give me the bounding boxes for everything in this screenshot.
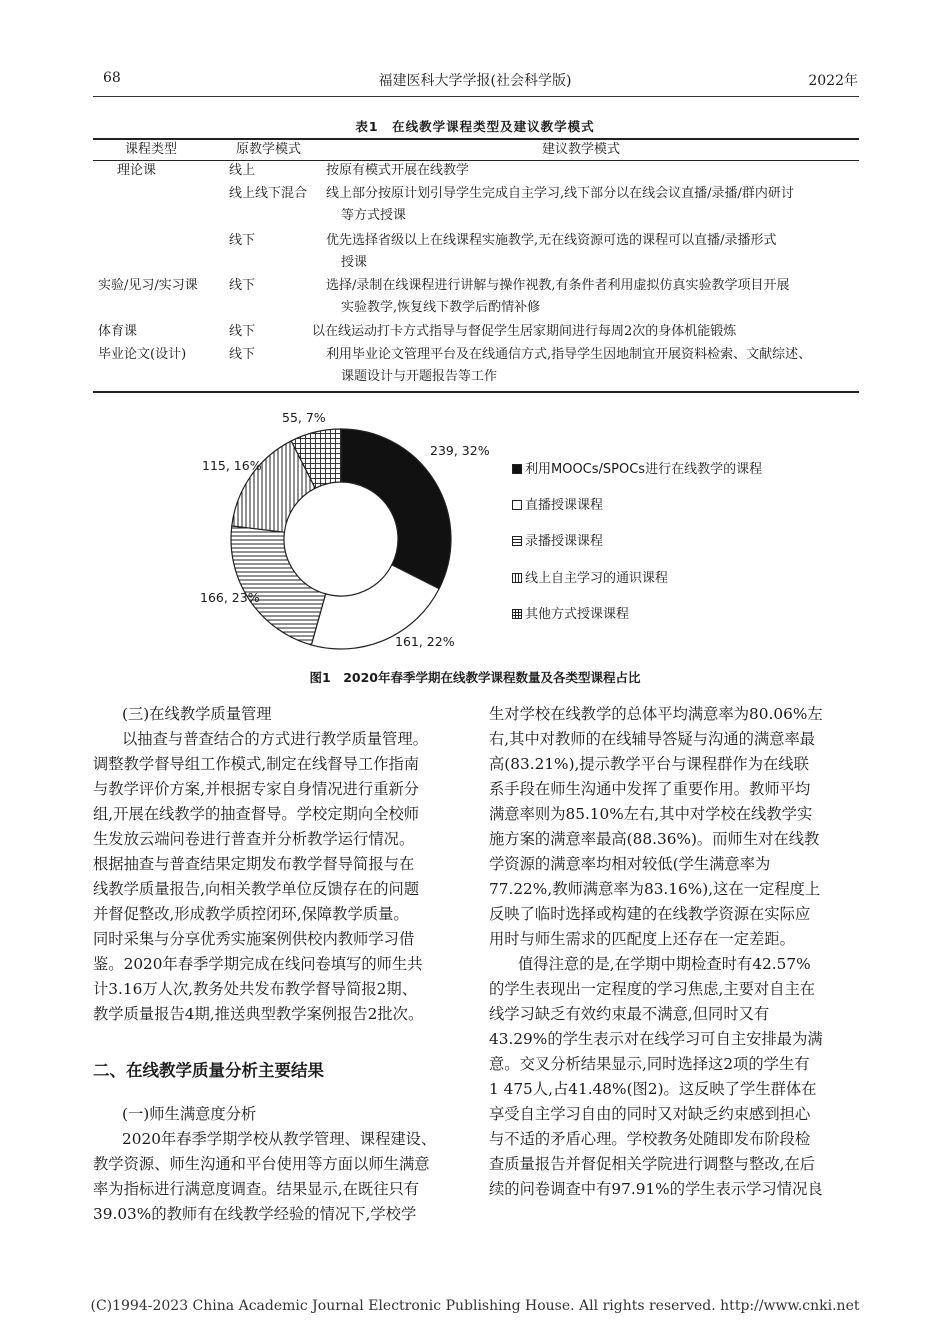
suggested-mode-line: 授课 — [341, 255, 368, 270]
section-heading: (三)在线教学质量管理 — [122, 705, 272, 723]
body-line: 线教学质量报告,向相关教学单位反馈存在的问题 — [93, 880, 420, 898]
legend-swatch-blank — [512, 500, 522, 510]
chapter-heading: 二、在线教学质量分析主要结果 — [93, 1061, 324, 1080]
suggested-mode-line: 优先选择省级以上在线课程实施教学,无在线资源可选的课程可以直播/录播形式 — [326, 233, 777, 248]
figure-caption: 图1 2020年春季学期在线教学课程数量及各类型课程占比 — [309, 670, 641, 685]
slice-label-live: 161, 22% — [395, 634, 455, 649]
body-line: 满意率则为85.10%左右,其中对学校在线教学实 — [489, 805, 813, 823]
legend-item — [512, 458, 762, 477]
original-mode-cell: 线下 — [229, 324, 256, 339]
original-mode-cell: 线下 — [229, 347, 256, 362]
slice-label-mooc: 239, 32% — [430, 443, 490, 458]
course-type-cell: 毕业论文(设计) — [98, 347, 187, 362]
body-line: 与教学评价方案,并根据专家自身情况进行重新分 — [93, 780, 420, 798]
slice-label-recorded: 166, 23% — [200, 590, 260, 605]
body-line: 线学习缺乏有效约束最不满意,但同时又有 — [489, 1005, 770, 1023]
table-top-rule — [93, 138, 859, 140]
legend-label: 线上自主学习的通识课程 — [525, 571, 669, 586]
body-line: 鉴。2020年春季学期完成在线问卷填写的师生共 — [93, 955, 423, 973]
body-line: 组,开展在线教学的抽查督导。学校定期向全校师 — [93, 805, 420, 823]
journal-title: 福建医科大学学报(社会科学版) — [378, 73, 572, 89]
suggested-mode-line: 实验教学,恢复线下教学后酌情补修 — [341, 300, 541, 315]
body-line: 享受自主学习自由的同时又对缺乏约束感到担心 — [489, 1105, 811, 1123]
body-line: 与不适的矛盾心理。学校教务处随即发布阶段检 — [489, 1130, 811, 1148]
body-line: 生发放云端问卷进行普查并分析教学运行情况。 — [93, 830, 415, 848]
slice-label-general-education: 115, 16% — [202, 458, 262, 473]
body-line: 的学生表现出一定程度的学习焦虑,主要对自主在 — [489, 980, 816, 998]
body-line: 根据抽查与普查结果定期发布教学督导简报与在 — [93, 855, 415, 873]
body-line: 43.29%的学生表示对在线学习可自主安排最为满 — [489, 1030, 823, 1048]
body-line: 调整教学督导组工作模式,制定在线督导工作指南 — [93, 755, 420, 773]
body-line: 教学资源、师生沟通和平台使用等方面以师生满意 — [93, 1155, 430, 1173]
legend-item — [512, 530, 603, 549]
course-type-cell: 体育课 — [98, 324, 138, 339]
original-mode-cell: 线下 — [229, 233, 256, 248]
body-line: 生对学校在线教学的总体平均满意率为80.06%左 — [489, 705, 823, 723]
legend-swatch-vertical — [512, 573, 522, 583]
suggested-mode-line: 课题设计与开题报告等工作 — [341, 369, 498, 384]
body-line: 查质量报告并督促相关学院进行调整与整改,在后 — [489, 1155, 816, 1173]
body-line: 值得注意的是,在学期中期检查时有42.57% — [518, 955, 811, 973]
body-line: 2020年春季学期学校从教学管理、课程建设、 — [122, 1130, 437, 1148]
table-header-type: 课程类型 — [125, 142, 178, 157]
legend-swatch-grid — [512, 609, 522, 619]
slice-label-other: 55, 7% — [282, 410, 326, 425]
suggested-mode-line: 利用毕业论文管理平台及在线通信方式,指导学生因地制宜开展资料检索、文献综述、 — [326, 347, 812, 362]
body-line: 1 475人,占41.48%(图2)。这反映了学生群体在 — [489, 1080, 817, 1098]
section-heading: (一)师生满意度分析 — [122, 1105, 257, 1123]
body-line: 计3.16万人次,教务处共发布教学督导简报2期、 — [93, 980, 417, 998]
header-rule — [93, 96, 859, 97]
legend-label: 利用MOOCs/SPOCs进行在线教学的课程 — [525, 462, 763, 477]
copyright-footer: (C)1994-2023 China Academic Journal Electronic Publishing House. All rights reserved. http://www.cnki.net — [90, 1298, 860, 1314]
suggested-mode-line: 等方式授课 — [341, 208, 407, 223]
legend-item — [512, 494, 603, 513]
legend-item — [512, 603, 629, 622]
legend-label: 录播授课课程 — [525, 534, 604, 549]
legend-item — [512, 567, 668, 586]
body-line: 以抽查与普查结合的方式进行教学质量管理。 — [122, 730, 428, 748]
table-header-original-mode: 原教学模式 — [236, 142, 302, 157]
suggested-mode-line: 按原有模式开展在线教学 — [326, 163, 470, 178]
body-line: 系手段在师生沟通中发挥了重要作用。教师平均 — [489, 780, 811, 798]
original-mode-cell: 线上线下混合 — [229, 186, 308, 201]
body-line: 用时与师生需求的匹配度上还存在一定差距。 — [489, 930, 795, 948]
body-line: 反映了临时选择或构建的在线教学资源在实际应 — [489, 905, 811, 923]
table-header-rule — [93, 160, 859, 161]
legend-swatch-solid — [512, 464, 522, 474]
legend-label: 直播授课课程 — [525, 498, 604, 513]
body-line: 右,其中对教师的在线辅导答疑与沟通的满意率最 — [489, 730, 816, 748]
page-number: 68 — [103, 70, 121, 86]
body-line: 高(83.21%),提示教学平台与课程群作为在线联 — [489, 755, 809, 773]
body-line: 学资源的满意率均相对较低(学生满意率为 — [489, 855, 771, 873]
legend-label: 其他方式授课课程 — [525, 607, 630, 622]
table-header-suggested-mode: 建议教学模式 — [542, 142, 621, 157]
table-caption: 表1 在线教学课程类型及建议教学模式 — [355, 119, 595, 134]
original-mode-cell: 线下 — [229, 278, 256, 293]
suggested-mode-line: 线上部分按原计划引导学生完成自主学习,线下部分以在线会议直播/录播/群内研讨 — [326, 186, 794, 201]
original-mode-cell: 线上 — [229, 163, 256, 178]
body-line: 39.03%的教师有在线教学经验的情况下,学校学 — [93, 1205, 417, 1223]
body-line: 施方案的满意率最高(88.36%)。而师生对在线教 — [489, 830, 820, 848]
table-bottom-rule — [93, 391, 859, 393]
legend-swatch-horizontal — [512, 536, 522, 546]
body-line: 77.22%,教师满意率为83.16%),这在一定程度上 — [489, 880, 821, 898]
body-line: 续的问卷调查中有97.91%的学生表示学习情况良 — [489, 1180, 823, 1198]
journal-year: 2022年 — [808, 73, 858, 89]
body-line: 率为指标进行满意度调查。结果显示,在既往只有 — [93, 1180, 420, 1198]
body-line: 并督促整改,形成教学质控闭环,保障教学质量。 — [93, 905, 409, 923]
body-line: 同时采集与分享优秀实施案例供校内教师学习借 — [93, 930, 415, 948]
body-line: 教学质量报告4期,推送典型教学案例报告2批次。 — [93, 1005, 424, 1023]
suggested-mode-line: 以在线运动打卡方式指导与督促学生居家期间进行每周2次的身体机能锻炼 — [312, 324, 737, 339]
course-type-cell: 实验/见习/实习课 — [98, 278, 198, 293]
suggested-mode-line: 选择/录制在线课程进行讲解与操作视教,有条件者利用虚拟仿真实验教学项目开展 — [326, 278, 790, 293]
course-type-cell: 理论课 — [117, 163, 157, 178]
body-line: 意。交叉分析结果显示,同时选择这2项的学生有 — [489, 1055, 810, 1073]
donut-slice-3 — [231, 526, 326, 645]
